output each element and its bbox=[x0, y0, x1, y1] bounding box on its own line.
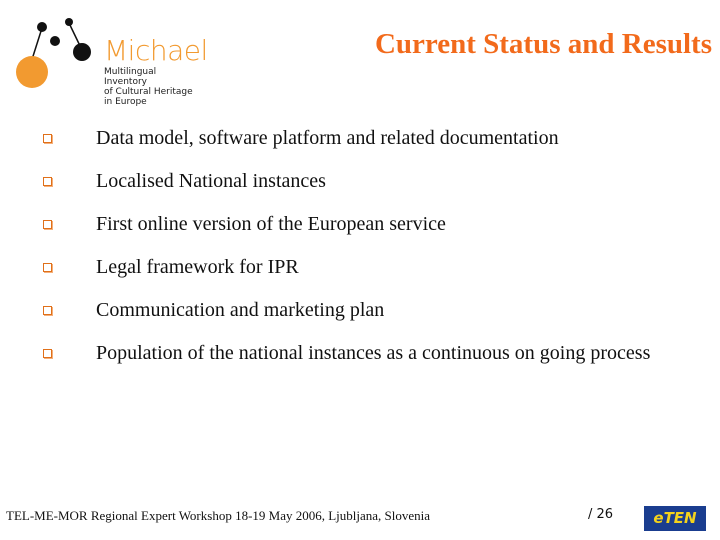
page-number: / 26 bbox=[588, 507, 614, 522]
square-bullet-icon bbox=[43, 306, 52, 315]
logo-dots-icon bbox=[8, 14, 104, 100]
square-bullet-icon bbox=[43, 349, 52, 358]
list-item bbox=[40, 210, 690, 238]
michael-logo bbox=[8, 14, 208, 107]
list-item bbox=[40, 296, 690, 324]
bullet-list bbox=[40, 124, 690, 382]
logo-line: Multilingual bbox=[104, 67, 157, 77]
square-bullet-icon bbox=[43, 177, 52, 186]
list-item bbox=[40, 124, 690, 152]
square-bullet-icon bbox=[43, 220, 52, 229]
list-item bbox=[40, 167, 690, 195]
logo-line: in Europe bbox=[104, 97, 147, 107]
list-item bbox=[40, 339, 690, 367]
square-bullet-icon bbox=[43, 134, 52, 143]
footer-text: TEL-ME-MOR Regional Expert Workshop 18-19 May 2006, Ljubljana, Slovenia bbox=[6, 508, 431, 523]
eten-logo: eTEN bbox=[644, 506, 706, 531]
square-bullet-icon bbox=[43, 263, 52, 272]
bullet-text: Legal framework for IPR bbox=[96, 256, 299, 278]
logo-line: Inventory bbox=[104, 77, 147, 87]
bullet-text: Population of the national instances as a continuous on going process bbox=[96, 342, 651, 364]
logo-line: of Cultural Heritage bbox=[104, 87, 193, 97]
slide-title: Current Status and Results bbox=[374, 28, 712, 60]
bullet-text: First online version of the European service bbox=[96, 213, 446, 235]
logo-name: Michael bbox=[104, 34, 208, 67]
logo-subtitle bbox=[104, 67, 193, 107]
bullet-text: Localised National instances bbox=[96, 170, 326, 192]
bullet-text: Data model, software platform and related documentation bbox=[96, 127, 559, 149]
list-item bbox=[40, 253, 690, 281]
bullet-text: Communication and marketing plan bbox=[96, 299, 385, 321]
